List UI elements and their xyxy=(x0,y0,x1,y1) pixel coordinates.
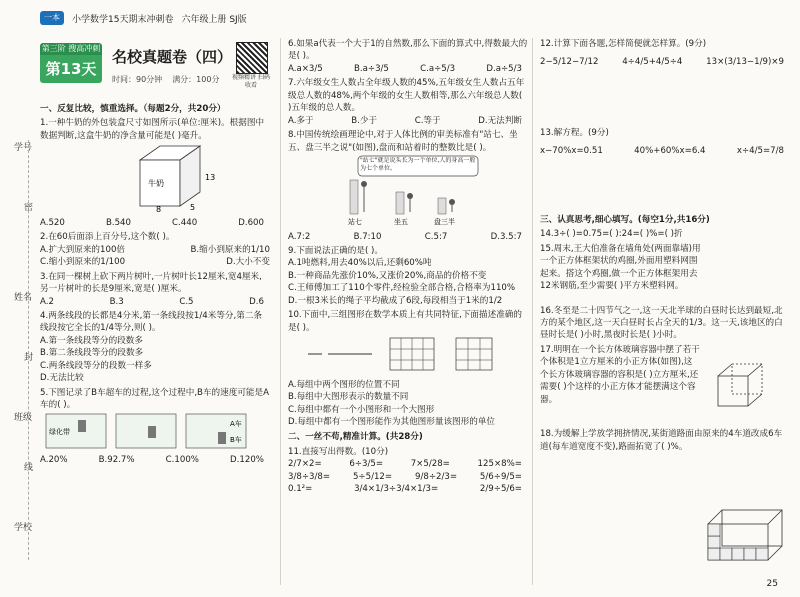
option[interactable]: C.440 xyxy=(172,217,198,228)
option[interactable]: B.540 xyxy=(105,217,131,228)
q2-options xyxy=(40,244,270,256)
ruler xyxy=(396,192,404,214)
margin-name: 姓名 xyxy=(14,293,33,303)
time-limit: 时间：90分钟 xyxy=(112,75,163,84)
full-score: 满分：100分 xyxy=(172,75,220,84)
option[interactable]: C.两条线段等分的段数一样多 xyxy=(40,360,152,371)
ruler xyxy=(350,180,358,214)
option[interactable]: D.3.5:7 xyxy=(490,231,522,242)
margin-school: 学校 xyxy=(14,523,33,533)
car-b-label: B车 xyxy=(230,435,242,444)
column-divider xyxy=(532,38,533,585)
question-4: 4.两条线段的长都是4分米,第一条线段按1/4米等分,第二条线段按它全长的1/4等分,则( )。 xyxy=(40,310,263,334)
cube-front xyxy=(718,376,748,406)
figure-icon xyxy=(449,199,455,205)
calc-item: 13×(3/13−1/9)×9 xyxy=(706,57,784,68)
equation: x÷4/5=7/8 xyxy=(736,146,784,157)
column-3 xyxy=(540,36,790,453)
calc-item: 2/7×2= xyxy=(288,459,322,470)
option[interactable]: A.扩大到原来的100倍 xyxy=(40,244,126,255)
question-7: 7.六年级女生人数占全年级人数的45%,五年级女生人数占五年级总人数的48%,两个年级的女生人数相等,那么六年级总人数( )五年级的总人数。 xyxy=(288,78,525,114)
question-12: 12.计算下面各题,怎样简便就怎样算。(9分) xyxy=(540,39,707,49)
figure-icon xyxy=(407,193,413,199)
option[interactable]: C.缩小到原来的1/100 xyxy=(40,257,126,268)
qr-label: 视频精讲 扫码收看 xyxy=(232,74,270,89)
option[interactable]: B.7:10 xyxy=(353,231,382,242)
q8-options xyxy=(288,231,528,243)
unit-cube xyxy=(756,548,768,560)
option[interactable]: A.520 xyxy=(40,217,65,228)
series-title: 小学数学15天期末冲刺卷 xyxy=(72,14,174,25)
column-2 xyxy=(288,36,528,496)
cube-edge xyxy=(748,364,762,376)
q1-options xyxy=(40,217,270,229)
figure-proportion xyxy=(288,154,528,226)
option[interactable]: B.第二条线段等分的段数多 xyxy=(40,348,144,359)
section-2-heading: 二、一丝不苟,精准计算。(共28分) xyxy=(288,432,423,443)
margin-student-no: 学号 xyxy=(14,143,33,153)
fig-label-sit: 坐五 xyxy=(394,218,408,227)
calc-item: 3/8÷3/8= xyxy=(288,471,331,482)
calc-item: 2−5/12−7/12 xyxy=(540,57,599,68)
margin-line: 线 xyxy=(24,463,34,473)
question-18[interactable]: 18.为缓解上学放学拥挤情况,某街道路面由原来的4车道改成6车道(每车道宽度不变),路面拓宽了( )%。 xyxy=(540,429,783,452)
fig-label-cross: 盘三半 xyxy=(434,218,455,227)
ruler xyxy=(438,198,446,214)
question-10: 10.下面中,三组图形在数学本质上有共同特征,下面描述准确的是( )。 xyxy=(288,310,522,333)
calc-item: 2/9÷5/6= xyxy=(479,484,522,495)
option[interactable]: B.a÷3/5 xyxy=(353,63,389,74)
option[interactable]: B.一种商品先涨价10%,又涨价20%,商品的价格不变 xyxy=(288,270,487,281)
question-13: 13.解方程。(9分) xyxy=(540,127,609,138)
calc-row xyxy=(288,471,528,483)
q3-options xyxy=(40,296,270,308)
car-icon xyxy=(148,426,156,438)
option[interactable]: A.20% xyxy=(40,455,68,466)
margin-class: 班级 xyxy=(14,413,33,423)
option[interactable]: D.无法判断 xyxy=(478,115,522,126)
question-8: 8.中国传统绘画理论中,对于人体比例的审美标准有"站七、坐五、盘三半之说"(如图),盘而和站着时的整数比是( )。 xyxy=(288,130,518,153)
option[interactable]: A.a×3/5 xyxy=(288,63,323,74)
cube-edge xyxy=(718,364,732,376)
question-2: 2.在60后面添上百分号,这个数( )。 xyxy=(40,232,175,243)
milk-box-label: 牛奶 xyxy=(148,179,164,189)
option[interactable]: A.每组中两个图形的位置不同 xyxy=(288,379,400,390)
figure-icon xyxy=(361,181,367,187)
option[interactable]: C.100% xyxy=(165,455,199,466)
q7-options xyxy=(288,115,528,127)
fig-label-stand: 站七 xyxy=(348,218,362,227)
road-panel xyxy=(116,414,176,448)
container-edge xyxy=(708,510,722,524)
exam-meta xyxy=(112,74,219,85)
overtaking-figure xyxy=(40,412,260,450)
question-11: 11.直接写出得数。(10分) xyxy=(288,446,389,457)
option[interactable]: C.王师傅加工了110个零件,经检验全部合格,合格率为110% xyxy=(288,283,516,294)
container-figure xyxy=(704,504,788,564)
grade-label: 六年级上册 SJ版 xyxy=(181,14,247,25)
question-9: 9.下面说法正确的是( )。 xyxy=(288,245,383,256)
option[interactable]: A.2 xyxy=(40,296,54,307)
shapes-figure xyxy=(288,334,528,374)
bubble-text: "站七"就是说头长为一个单位,人的身高一般为七个单位。 xyxy=(360,157,476,173)
unit-cube xyxy=(732,548,744,560)
option[interactable]: C.a÷5/3 xyxy=(420,63,456,74)
option[interactable]: D.一根3米长的绳子平均截成了6段,每段相当于1米的1/2 xyxy=(288,295,503,306)
option[interactable]: C.每组中都有一个小图形和一个大图形 xyxy=(288,404,435,415)
dim-length: 8 xyxy=(156,205,162,213)
question-5: 5.下图记录了B车超车的过程,这个过程中,B车的速度可能是A车的( )。 xyxy=(40,387,269,411)
calc-item: 125×8%= xyxy=(477,459,522,470)
dim-width: 5 xyxy=(190,203,196,213)
equation: x−70%x=0.51 xyxy=(540,146,603,157)
binding-line xyxy=(28,140,29,560)
calc-row xyxy=(288,483,528,495)
calc-item: 4÷4/5+4/5÷4 xyxy=(622,57,683,68)
option[interactable]: B.少于 xyxy=(351,115,378,126)
margin-seal: 封 xyxy=(24,353,34,363)
question-17[interactable]: 17.明明在一个长方体玻璃容器中摆了若干个体积是1立方厘米的小正方体(如图),这个长方体玻璃容器的容积是( )立方厘米,还需要( )个这样的小正方体才能摆满这个容器。 xyxy=(540,344,700,405)
option[interactable]: D.a÷5/3 xyxy=(486,63,522,74)
calc-item: 7×5/28= xyxy=(410,459,450,470)
unit-cube xyxy=(744,548,756,560)
cube-back xyxy=(732,364,762,394)
q5-options xyxy=(40,454,270,466)
calc-item: 9/8÷2/3= xyxy=(414,471,458,482)
simplify-row xyxy=(540,56,790,68)
column-1 xyxy=(40,100,270,467)
container-back xyxy=(722,510,782,546)
option[interactable]: A.多于 xyxy=(288,115,314,126)
question-1: 1.一种牛奶的外包装盒尺寸如图所示(单位:厘米)。根据图中数据判断,这盒牛奶的净含量可能是( )毫升。 xyxy=(40,118,265,141)
q2-options-row2 xyxy=(40,256,270,268)
cube-edge xyxy=(748,394,762,406)
option[interactable]: C.5:7 xyxy=(424,231,448,242)
section-1-heading: 一、反复比较，慎重选择。（每题2分，共20分） xyxy=(40,104,226,114)
day-number: 第13天 xyxy=(40,55,102,83)
car-a-label: A车 xyxy=(230,419,242,428)
q6-options xyxy=(288,63,528,75)
option[interactable]: B.每组中大图形表示的数量不同 xyxy=(288,392,409,403)
option[interactable]: A.1吨燃料,用去40%以后,还剩60%吨 xyxy=(288,258,432,269)
calc-item: 6÷3/5= xyxy=(349,459,384,470)
cube-frame-figure xyxy=(708,358,788,408)
option[interactable]: D.大小不变 xyxy=(226,257,270,268)
milk-box-figure xyxy=(40,142,260,212)
greenbelt-label: 绿化带 xyxy=(49,427,70,436)
section-3-heading: 三、认真思考,细心填写。(每空1分,共16分) xyxy=(540,214,710,225)
option[interactable]: D.120% xyxy=(230,455,264,466)
option[interactable]: B.92.7% xyxy=(98,455,135,466)
option[interactable]: D.6 xyxy=(249,296,264,307)
unit-cube xyxy=(708,524,720,536)
question-6: 6.如果a代表一个大于1的自然数,那么下面的算式中,得数最大的是( )。 xyxy=(288,39,528,62)
question-15[interactable]: 15.周末,王大伯准备在墙角处(两面靠墙)用一个正方体框架状的鸡圈,外面用塑料网围起来。搭这个鸡圈,做一个正方体框架用去12米钢筋,至少需要( )平方米塑料网。 xyxy=(540,243,701,292)
calc-item: 5/6÷9/5= xyxy=(479,471,522,482)
option[interactable]: C.5 xyxy=(179,296,194,307)
brand-logo: 一本 xyxy=(40,11,64,25)
calc-row xyxy=(288,458,528,470)
unit-cube xyxy=(708,548,720,560)
unit-cube xyxy=(720,548,732,560)
car-icon xyxy=(78,420,86,432)
question-14[interactable]: 14.3÷( )=0.75=( ):24=( )%=( )折 xyxy=(540,229,683,240)
option[interactable]: C.等于 xyxy=(414,115,441,126)
option[interactable]: D.无法比较 xyxy=(40,373,84,384)
page-header xyxy=(40,10,247,26)
column-divider xyxy=(280,38,281,585)
calc-item: 0.1²= xyxy=(288,484,313,495)
option[interactable]: B.3 xyxy=(109,296,124,307)
cube-icon xyxy=(456,338,492,370)
stage-label: 第三阶 搜高冲刺 xyxy=(41,44,101,53)
dim-height: 13 xyxy=(205,173,216,183)
option[interactable]: A.第一条线段等分的段数多 xyxy=(40,335,143,346)
qr-code-icon[interactable] xyxy=(236,42,268,74)
container-edge xyxy=(768,510,782,524)
page-number: 25 xyxy=(766,579,778,589)
option[interactable]: A.7:2 xyxy=(288,231,311,242)
margin-mi: 密 xyxy=(24,203,34,213)
question-3: 3.在同一棵树上砍下两片树叶,一片树叶长12厘米,宽4厘米,另一片树叶的长是9厘米,宽是( )厘米。 xyxy=(40,271,262,295)
calc-item: 5÷5/12= xyxy=(352,471,393,482)
option[interactable]: B.缩小到原来的1/10 xyxy=(190,244,270,255)
page-title: 名校真题卷（四） xyxy=(112,48,233,66)
container-edge xyxy=(768,546,782,560)
equation: 40%+60%x=6.4 xyxy=(634,146,706,157)
calc-item: 3/4×1/3÷3/4×1/3= xyxy=(354,484,439,495)
option[interactable]: D.600 xyxy=(238,217,264,228)
equation-row xyxy=(540,145,790,157)
question-16[interactable]: 16.冬至是二十四节气之一,这一天北半球的白昼时长达到最短,北方的某个地区,这一天白昼时长占全天的1/3。这一天,该地区的白昼时长是( )小时,黑夜时长是( )小时。 xyxy=(540,305,783,341)
day-badge xyxy=(40,43,102,85)
unit-cube xyxy=(708,536,720,548)
option[interactable]: D.每组中都有一个图形能作为其他图形量该图形的单位 xyxy=(288,416,496,427)
car-icon xyxy=(218,432,226,444)
